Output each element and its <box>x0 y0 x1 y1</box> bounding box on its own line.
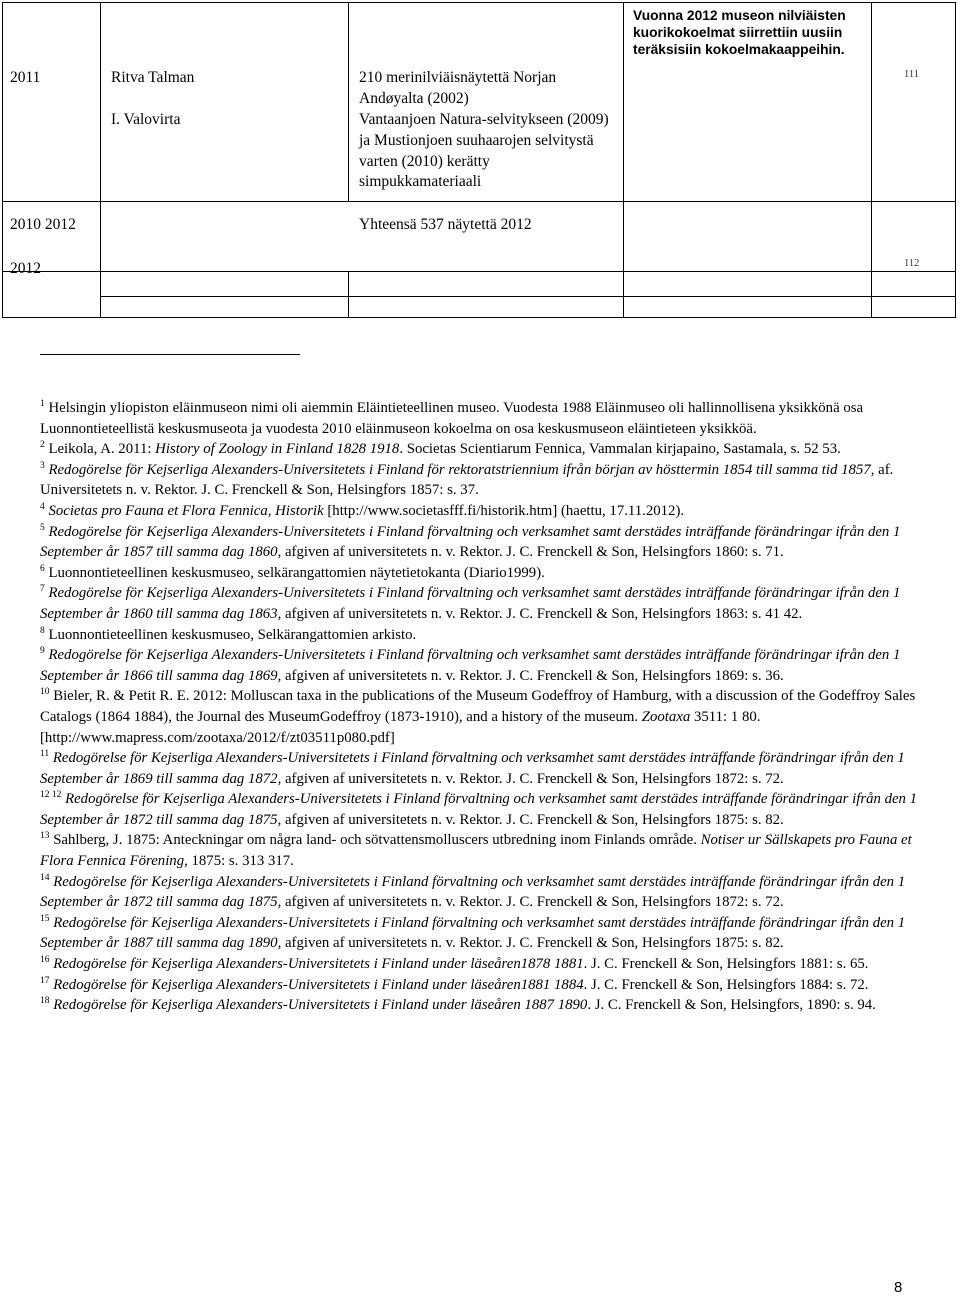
footnote-text: 3511: 1 80. [http://www.mapress.com/zootaxa/2012/f/zt03511p080.pdf] <box>40 708 761 746</box>
footnote-text: Zootaxa <box>641 708 691 725</box>
row3-year: 2012 <box>10 260 41 277</box>
table-row-divider <box>3 271 955 272</box>
footnote-text: Helsingin yliopiston eläinmuseon nimi oli aiemmin Eläintieteellinen museo. Vuodesta 1988 Eläinmuseo oli hallinnollisena yksikkönä osa Luonnontieteellistä keskusmuseota ja vuodesta 2010 eläinmuseon kokoelma on osa keskusmuseon eläintieteen yksikköä. <box>40 400 864 437</box>
row1-desc2: Vantaanjoen Natura-selvitykseen (2009) ja Mustionjoen suuhaarojen selvitystä varten (2010) kerätty simpukkamateriaali <box>359 111 609 191</box>
footnote <box>40 975 920 996</box>
footnote <box>40 830 920 871</box>
footnote-text: , afgiven af universitetets n. v. Rektor. J. C. Frenckell & Son, Helsingfors 1875: s. 82. <box>277 935 784 952</box>
row1-note: Vuonna 2012 museon nilviäisten kuorikokoelmat siirrettiin uusiin teräksisiin kokoelmakaappeihin. <box>633 8 846 57</box>
footnote-number: 17 <box>40 975 50 986</box>
row3-ref: 112 <box>904 258 920 269</box>
footnote <box>40 522 920 563</box>
footnote-number: 12 12 <box>40 790 62 801</box>
footnote-text: Luonnontieteellinen keskusmuseo, selkärangattomien näytetietokanta (Diario1999). <box>48 564 545 581</box>
footnote-text: Luonnontieteellinen keskusmuseo, Selkärangattomien arkisto. <box>48 626 417 643</box>
footnote-text: , afgiven af universitetets n. v. Rektor. J. C. Frenckell & Son, Helsingfors 1872: s. 72. <box>277 894 784 911</box>
footnote-text: History of Zoology in Finland 1828 1918 <box>155 441 400 458</box>
footnote <box>40 686 920 748</box>
footnote <box>40 501 920 522</box>
row1-person1: Ritva Talman <box>111 69 195 86</box>
footnote-text: , afgiven af universitetets n. v. Rektor. J. C. Frenckell & Son, Helsingfors 1860: s. 71. <box>277 544 784 561</box>
footnote <box>40 398 920 439</box>
footnote-text: Redogörelse för Kejserliga Alexanders-Universitetets i Finland förvaltning och verksamhet samt derstädes inträffande förändringar ifrån den 1 September år 1857 till samma dag 1860 <box>40 523 901 561</box>
footnote-text: Redogörelse för Kejserliga Alexanders-Universitetets i Finland förvaltning och verksamhet samt derstädes inträffande förändringar ifrån den 1 September år 1887 till samma dag 1890 <box>40 914 906 952</box>
footnote <box>40 583 920 624</box>
footnote-text: Redogörelse för Kejserliga Alexanders-Universitetets i Finland förvaltning och verksamhet samt derstädes inträffande förändringar ifrån den 1 September år 1872 till samma dag 1875 <box>40 791 918 828</box>
footnote <box>40 748 920 789</box>
footnote-text: , afgiven af universitetets n. v. Rektor. J. C. Frenckell & Son, Helsingfors 1863: s. 41 42. <box>277 605 803 622</box>
row2-years: 2010 2012 <box>10 216 76 233</box>
footnote <box>40 789 920 830</box>
footnote-text: Redogörelse för Kejserliga Alexanders-Universitetets i Finland förvaltning och verksamhet samt derstädes inträffande förändringar ifrån den 1 September år 1869 till samma dag 1872 <box>40 750 905 787</box>
footnote-text: , afgiven af universitetets n. v. Rektor. J. C. Frenckell & Son, Helsingfors 1875: s. 82. <box>277 811 784 828</box>
row1-year: 2011 <box>10 69 41 86</box>
footnote-text: . Societas Scientiarum Fennica, Vammalan kirjapaino, Sastamala, s. 52 53. <box>399 441 841 458</box>
footnote-text: Notiser ur Sällskapets pro Fauna et Flora Fennica Förening <box>40 832 912 870</box>
footnotes <box>40 398 920 1016</box>
footnote <box>40 954 920 975</box>
table-row-divider <box>100 296 955 297</box>
footnote-text: , afgiven af universitetets n. v. Rektor. J. C. Frenckell & Son, Helsingfors 1872: s. 72. <box>277 770 784 787</box>
footnote-number: 3 <box>40 460 45 471</box>
footnote-text: Redogörelse för Kejserliga Alexanders-Universitetets i Finland förvaltning och verksamhet samt derstädes inträffande förändringar ifrån den 1 September år 1860 till samma dag 1863 <box>40 585 901 622</box>
footnote-separator <box>40 354 300 355</box>
footnote-number: 18 <box>40 996 50 1007</box>
footnote-number: 8 <box>40 625 45 636</box>
footnote-text: [http://www.societasfff.fi/historik.htm] (haettu, 17.11.2012). <box>323 502 685 519</box>
footnote-text: , af. Universitetets n. v. Rektor. J. C. Frenckell & Son, Helsingfors 1857: s. 37. <box>40 461 894 499</box>
footnote-number: 14 <box>40 872 50 883</box>
footnote <box>40 872 920 913</box>
table-col-divider <box>100 272 101 318</box>
footnote-text: Bieler, R. & Petit R. E. 2012: Molluscan taxa in the publications of the Museum Godeffroy of Hamburg, with a discussion of the Godeffroy Sales Catalogs (1864 1884), the Journal des MuseumGodeffroy (1873-1910), and a history of the museum. <box>40 688 916 725</box>
footnote-text: . J. C. Frenckell & Son, Helsingfors 1881: s. 65. <box>583 956 869 973</box>
footnote-number: 7 <box>40 584 45 595</box>
footnote-number: 13 <box>40 831 50 842</box>
footnote-text: Societas pro Fauna et Flora Fennica, Historik <box>48 502 324 519</box>
footnote <box>40 439 920 460</box>
footnote-text: . J. C. Frenckell & Son, Helsingfors 1884: s. 72. <box>583 976 869 993</box>
footnote-text: Redogörelse för Kejserliga Alexanders-Universitetets i Finland förvaltning och verksamhet samt derstädes inträffande förändringar ifrån den 1 September år 1866 till samma dag 1869 <box>40 647 901 684</box>
row2-total: Yhteensä 537 näytettä 2012 <box>359 216 532 233</box>
footnote-number: 15 <box>40 913 50 924</box>
footnote-text: Redogörelse för Kejserliga Alexanders-Universitetets i Finland förvaltning och verksamhet samt derstädes inträffande förändringar ifrån den 1 September år 1872 till samma dag 1875 <box>40 873 906 911</box>
footnote-number: 5 <box>40 522 45 533</box>
row1-person2: I. Valovirta <box>111 111 181 128</box>
table-col-divider <box>348 3 349 201</box>
footnote-text: . J. C. Frenckell & Son, Helsingfors, 1890: s. 94. <box>587 997 876 1014</box>
footnote-number: 1 <box>40 399 45 409</box>
footnote <box>40 563 920 584</box>
footnote <box>40 645 920 686</box>
footnote-number: 9 <box>40 646 45 657</box>
footnote-number: 6 <box>40 563 45 574</box>
footnote-number: 4 <box>40 501 45 512</box>
footnote <box>40 460 920 501</box>
footnote-text: , afgiven af universitetets n. v. Rektor. J. C. Frenckell & Son, Helsingfors 1869: s. 36. <box>277 667 784 684</box>
data-table <box>2 2 956 318</box>
table-col-divider <box>348 272 349 318</box>
footnote <box>40 995 920 1016</box>
footnote-text: Redogörelse för Kejserliga Alexanders-Universitetets i Finland under läseåren1878 1881 <box>53 956 584 973</box>
footnote <box>40 913 920 954</box>
footnote-text: Redogörelse för Kejserliga Alexanders-Universitetets i Finland under läseåren1881 1884 <box>53 976 584 993</box>
footnote-number: 10 <box>40 687 50 698</box>
footnote-text: Redogörelse för Kejserliga Alexanders-Universitetets i Finland för rektoratstriennium ifrån början av hösttermin 1854 till samma tid 1857 <box>48 461 871 478</box>
footnote-text: , 1875: s. 313 317. <box>184 853 294 870</box>
table-row-divider <box>3 201 955 202</box>
footnote-text: Sahlberg, J. 1875: Anteckningar om några land- och sötvattensmolluscers utbredning inom Finlands område. <box>53 832 701 849</box>
footnote-text: Leikola, A. 2011: <box>48 441 156 458</box>
footnote-number: 11 <box>40 749 50 760</box>
page-number: 8 <box>894 1279 903 1296</box>
footnote-number: 2 <box>40 440 45 451</box>
footnote-text: Redogörelse för Kejserliga Alexanders-Universitetets i Finland under läseåren 1887 1890 <box>53 997 588 1014</box>
footnote-number: 16 <box>40 955 50 966</box>
row1-ref: 111 <box>904 69 919 80</box>
footnote <box>40 625 920 646</box>
row1-desc1: 210 merinilviäisnäytettä Norjan Andøyalta (2002) <box>359 69 557 107</box>
table-col-divider <box>100 3 101 271</box>
